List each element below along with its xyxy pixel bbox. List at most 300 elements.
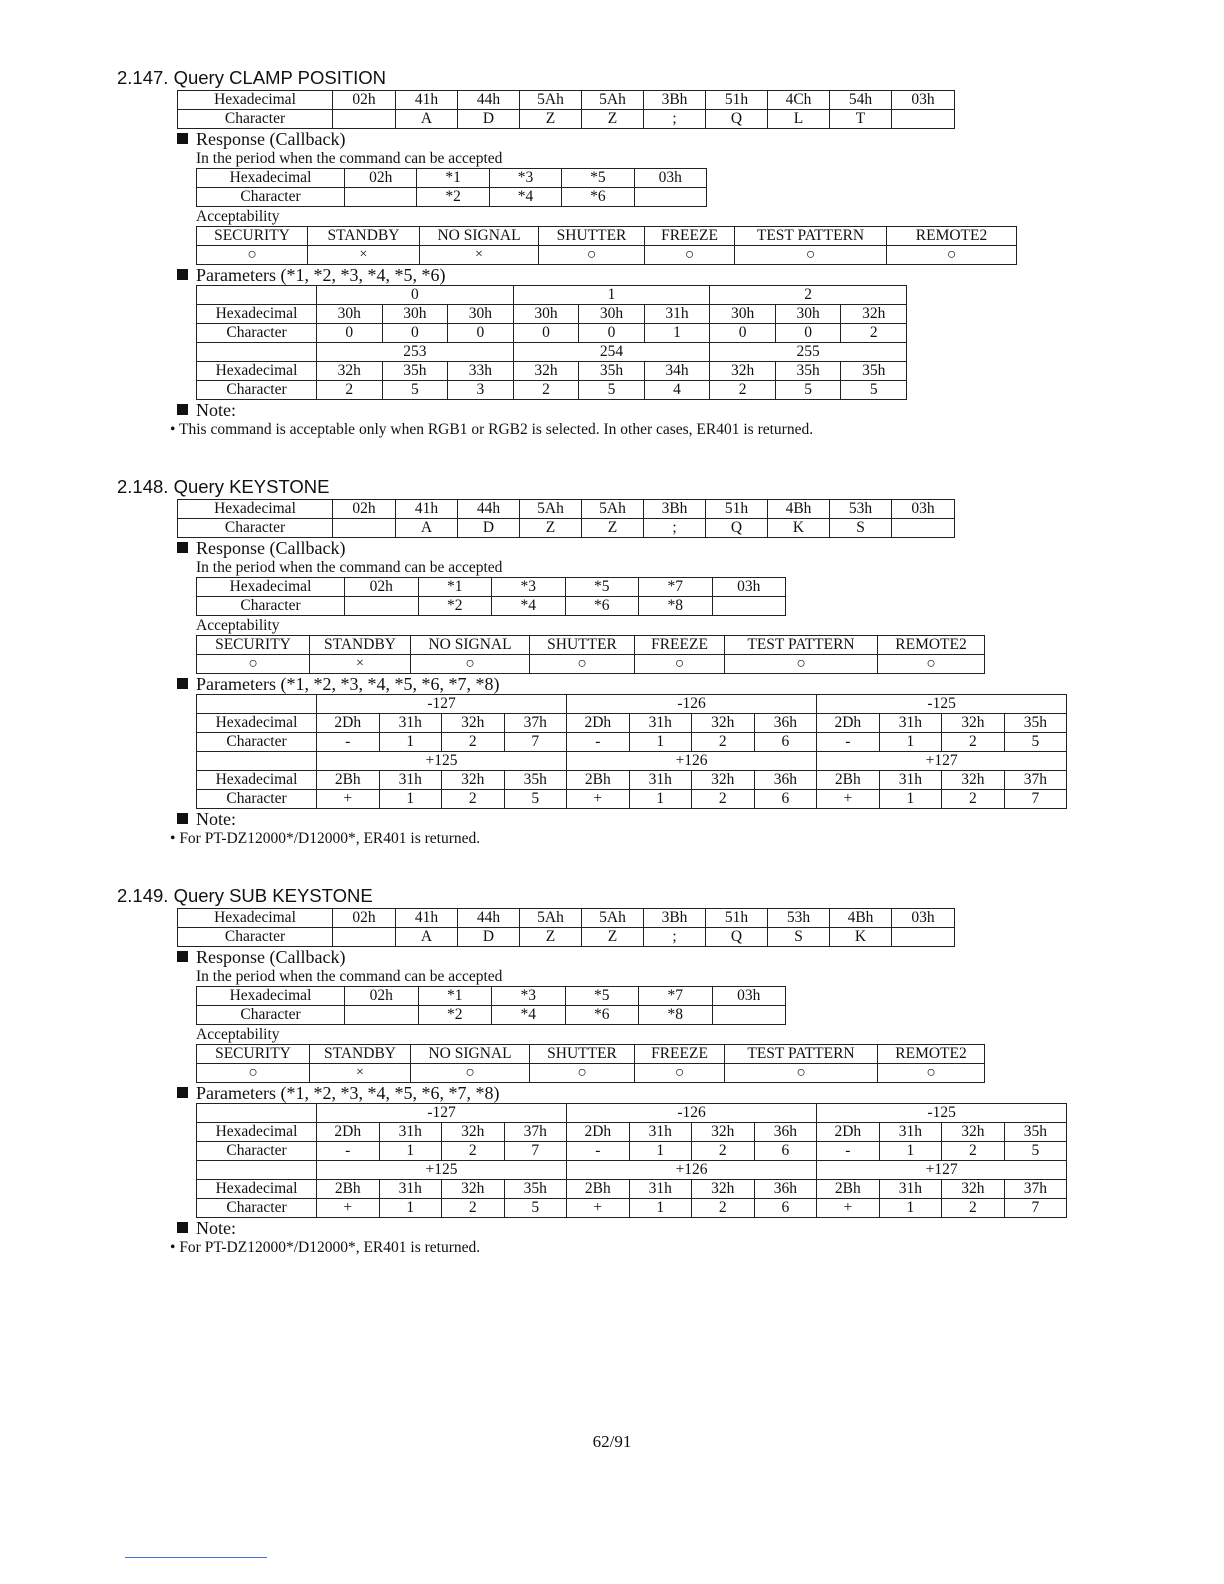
hex-cell: 03h (712, 578, 786, 597)
hex-cell: *1 (417, 169, 489, 188)
hex-cell: 32h (692, 714, 755, 733)
row-label: Character (178, 110, 333, 129)
hex-cell: 33h (448, 362, 514, 381)
hex-cell: 2Bh (817, 771, 880, 790)
hex-cell: 32h (442, 714, 505, 733)
command-section (117, 884, 1067, 1258)
hex-cell: 37h (1004, 1180, 1067, 1199)
char-cell: + (317, 1199, 380, 1218)
hex-cell: 2Bh (567, 771, 630, 790)
accepted-circle-icon: ○ (887, 246, 1017, 265)
bullet-square-icon (177, 813, 188, 824)
response-hex-row (197, 987, 786, 1006)
row-label: Character (178, 519, 333, 538)
row-label: Character (197, 188, 345, 207)
hex-cell: 30h (579, 305, 645, 324)
char-cell: Z (582, 928, 644, 947)
accepted-circle-icon: ○ (635, 655, 725, 674)
rejected-cross-icon: × (420, 246, 539, 265)
char-cell: 6 (754, 733, 817, 752)
hex-cell: 32h (442, 1123, 505, 1142)
parameters-heading (177, 265, 1017, 285)
parameter-value-label: 0 (317, 286, 514, 305)
parameter-value-label: +127 (817, 1161, 1067, 1180)
hex-cell: 51h (706, 500, 768, 519)
acceptability-table (196, 226, 1017, 265)
hex-cell: 3Bh (644, 91, 706, 110)
hex-cell: 44h (458, 909, 520, 928)
char-cell: + (317, 790, 380, 809)
char-cell: 1 (879, 1199, 942, 1218)
char-cell: A (396, 519, 458, 538)
section-title: 2.149. Query SUB KEYSTONE (117, 885, 373, 906)
char-cell: 1 (629, 1199, 692, 1218)
row-label: Character (178, 928, 333, 947)
char-cell: 2 (442, 790, 505, 809)
note-heading-text: Note: (196, 1218, 236, 1238)
response-hex-row (197, 169, 707, 188)
char-cell: 2 (442, 733, 505, 752)
note-heading (177, 1218, 1067, 1238)
char-cell: 2 (692, 733, 755, 752)
char-cell (333, 519, 396, 538)
hex-cell: 2Dh (317, 1123, 380, 1142)
hex-cell: 2Bh (817, 1180, 880, 1199)
rejected-cross-icon: × (310, 655, 411, 674)
char-cell: 1 (629, 733, 692, 752)
parameter-value-label: -125 (817, 695, 1067, 714)
parameter-value-label: -125 (817, 1104, 1067, 1123)
char-cell: 1 (379, 790, 442, 809)
char-cell (892, 519, 955, 538)
empty-cell (197, 1104, 317, 1123)
char-cell (333, 928, 396, 947)
acceptability-header: REMOTE2 (878, 636, 985, 655)
char-cell: ; (644, 519, 706, 538)
char-cell: 2 (942, 733, 1005, 752)
hex-cell: 35h (841, 362, 907, 381)
response-heading-text: Response (Callback) (196, 538, 346, 558)
acceptability-header: SECURITY (197, 1045, 310, 1064)
parameter-value-label-row (197, 752, 1067, 771)
char-cell: 2 (710, 381, 776, 400)
row-label: Hexadecimal (197, 1123, 317, 1142)
char-cell: 1 (379, 733, 442, 752)
note-text (170, 1238, 1067, 1258)
response-heading-text: Response (Callback) (196, 947, 346, 967)
hex-cell: 44h (458, 500, 520, 519)
parameter-value-label: 1 (513, 286, 710, 305)
acceptability-header: SHUTTER (530, 636, 635, 655)
char-cell: 2 (513, 381, 579, 400)
char-cell (892, 928, 955, 947)
hex-cell: 35h (1004, 1123, 1067, 1142)
char-cell: Q (706, 110, 768, 129)
bullet-dot-icon: • (170, 421, 180, 438)
hex-cell: 4Bh (830, 909, 892, 928)
char-cell: T (830, 110, 892, 129)
acceptability-header: NO SIGNAL (411, 636, 530, 655)
parameter-value-label-row (197, 286, 907, 305)
acceptability-table (196, 635, 985, 674)
acceptability-header: SECURITY (197, 636, 310, 655)
hex-cell: 32h (942, 1123, 1005, 1142)
hex-cell: 02h (345, 169, 417, 188)
hex-cell: 31h (379, 1123, 442, 1142)
hex-cell: 36h (754, 1180, 817, 1199)
acceptability-header-row (197, 1045, 985, 1064)
row-label: Hexadecimal (197, 362, 317, 381)
hex-cell: 53h (830, 500, 892, 519)
char-cell: 2 (841, 324, 907, 343)
accepted-circle-icon: ○ (197, 246, 308, 265)
note-text-content: This command is acceptable only when RGB1 or RGB2 is selected. In other cases, ER401 is returned. (179, 421, 814, 438)
acceptability-header-row (197, 227, 1017, 246)
row-label: Character (197, 1006, 345, 1025)
hex-cell: 5Ah (520, 500, 582, 519)
command-section (117, 475, 1067, 849)
hex-cell: 51h (706, 909, 768, 928)
char-cell: D (458, 519, 520, 538)
acceptability-header: TEST PATTERN (735, 227, 887, 246)
accepted-circle-icon: ○ (725, 655, 878, 674)
parameter-char-row (197, 1142, 1067, 1161)
char-cell: - (817, 1142, 880, 1161)
parameter-value-label: +125 (317, 752, 567, 771)
parameter-value-label: 255 (710, 343, 907, 362)
bullet-dot-icon: • (170, 830, 180, 847)
char-cell: - (567, 1142, 630, 1161)
char-cell (634, 188, 706, 207)
char-cell: Z (582, 110, 644, 129)
hex-cell: 30h (382, 305, 448, 324)
row-label: Hexadecimal (197, 771, 317, 790)
response-table (196, 168, 707, 207)
parameter-hex-row (197, 771, 1067, 790)
hex-cell: 2Bh (567, 1180, 630, 1199)
acceptability-header: REMOTE2 (878, 1045, 985, 1064)
row-label: Hexadecimal (197, 578, 345, 597)
char-cell: 2 (692, 790, 755, 809)
parameters-heading (177, 674, 1067, 694)
command-char-row (178, 519, 955, 538)
char-cell: 6 (754, 1142, 817, 1161)
hex-cell: 31h (629, 1180, 692, 1199)
char-cell (345, 188, 417, 207)
hex-cell: 5Ah (582, 909, 644, 928)
char-cell: 3 (448, 381, 514, 400)
acceptability-header-row (197, 636, 985, 655)
char-cell: S (830, 519, 892, 538)
char-cell: *2 (418, 1006, 492, 1025)
hex-cell: *1 (418, 987, 492, 1006)
char-cell: 0 (513, 324, 579, 343)
hex-cell: 41h (396, 500, 458, 519)
char-cell: S (768, 928, 830, 947)
char-cell: *4 (492, 1006, 566, 1025)
row-label: Hexadecimal (178, 909, 333, 928)
accepted-circle-icon: ○ (197, 655, 310, 674)
parameter-value-label: +126 (567, 752, 817, 771)
char-cell: 0 (579, 324, 645, 343)
char-cell: ; (644, 110, 706, 129)
acceptability-header: TEST PATTERN (725, 1045, 878, 1064)
char-cell (712, 1006, 786, 1025)
hex-cell: 32h (442, 1180, 505, 1199)
command-table (177, 499, 955, 538)
acceptability-label: Acceptability (196, 1026, 280, 1043)
hex-cell: 03h (892, 91, 955, 110)
char-cell: 0 (317, 324, 383, 343)
hex-cell: 31h (629, 1123, 692, 1142)
parameters-heading-text: Parameters (*1, *2, *3, *4, *5, *6, *7, *8) (196, 674, 500, 694)
char-cell: 1 (629, 790, 692, 809)
rejected-cross-icon: × (310, 1064, 411, 1083)
char-cell: + (817, 790, 880, 809)
command-char-row (178, 928, 955, 947)
hex-cell: 31h (879, 1180, 942, 1199)
char-cell: - (817, 733, 880, 752)
hex-cell: 32h (710, 362, 776, 381)
response-heading (177, 129, 1017, 149)
hex-cell: 35h (579, 362, 645, 381)
accepted-circle-icon: ○ (878, 1064, 985, 1083)
char-cell: 2 (692, 1142, 755, 1161)
parameter-hex-row (197, 1180, 1067, 1199)
hex-cell: 36h (754, 714, 817, 733)
char-cell: 7 (504, 733, 567, 752)
empty-cell (197, 1161, 317, 1180)
note-heading-text: Note: (196, 400, 236, 420)
command-hex-row (178, 909, 955, 928)
parameters-table (196, 285, 907, 400)
rejected-cross-icon: × (308, 246, 420, 265)
hex-cell: 31h (879, 771, 942, 790)
period-text: In the period when the command can be accepted (196, 150, 503, 167)
empty-cell (197, 286, 317, 305)
footer-rule (125, 1557, 267, 1558)
parameters-table (196, 1103, 1067, 1218)
hex-cell: *3 (492, 987, 566, 1006)
hex-cell: 2Bh (317, 771, 380, 790)
response-table (196, 986, 786, 1025)
hex-cell: 3Bh (644, 500, 706, 519)
acceptability-header: FREEZE (645, 227, 735, 246)
hex-cell: 35h (382, 362, 448, 381)
char-cell (712, 597, 786, 616)
char-cell: *6 (562, 188, 634, 207)
row-label: Hexadecimal (178, 91, 333, 110)
hex-cell: 31h (644, 305, 710, 324)
char-cell: Z (520, 928, 582, 947)
hex-cell: 5Ah (520, 91, 582, 110)
row-label: Character (197, 1142, 317, 1161)
parameter-value-label: 2 (710, 286, 907, 305)
hex-cell: 30h (710, 305, 776, 324)
char-cell: 0 (775, 324, 841, 343)
bullet-square-icon (177, 404, 188, 415)
char-cell: 6 (754, 790, 817, 809)
char-cell: 2 (317, 381, 383, 400)
char-cell: 7 (1004, 790, 1067, 809)
char-cell: 7 (1004, 1199, 1067, 1218)
hex-cell: *3 (492, 578, 566, 597)
hex-cell: 5Ah (582, 500, 644, 519)
hex-cell: *1 (418, 578, 492, 597)
parameters-heading-text: Parameters (*1, *2, *3, *4, *5, *6, *7, *8) (196, 1083, 500, 1103)
parameter-value-label: +126 (567, 1161, 817, 1180)
char-cell: 1 (379, 1199, 442, 1218)
parameter-char-row (197, 1199, 1067, 1218)
hex-cell: 32h (692, 1123, 755, 1142)
hex-cell: 03h (892, 909, 955, 928)
char-cell: 0 (382, 324, 448, 343)
hex-cell: *5 (565, 987, 639, 1006)
hex-cell: 30h (513, 305, 579, 324)
hex-cell: 31h (379, 771, 442, 790)
char-cell: A (396, 928, 458, 947)
hex-cell: 2Dh (317, 714, 380, 733)
acceptability-value-row (197, 655, 985, 674)
row-label: Character (197, 381, 317, 400)
note-heading (177, 809, 1067, 829)
response-char-row (197, 1006, 786, 1025)
hex-cell: 2Dh (817, 714, 880, 733)
char-cell: 2 (942, 1142, 1005, 1161)
row-label: Hexadecimal (178, 500, 333, 519)
hex-cell: *5 (562, 169, 634, 188)
parameter-value-label: +127 (817, 752, 1067, 771)
char-cell (333, 110, 396, 129)
char-cell: K (830, 928, 892, 947)
hex-cell: 2Bh (317, 1180, 380, 1199)
row-label: Hexadecimal (197, 714, 317, 733)
hex-cell: 02h (333, 909, 396, 928)
hex-cell: *7 (639, 987, 713, 1006)
char-cell: *8 (639, 1006, 713, 1025)
parameters-table (196, 694, 1067, 809)
char-cell: 2 (442, 1199, 505, 1218)
hex-cell: 34h (644, 362, 710, 381)
hex-cell: 4Ch (768, 91, 830, 110)
hex-cell: 32h (942, 1180, 1005, 1199)
char-cell: + (567, 790, 630, 809)
char-cell: 5 (841, 381, 907, 400)
parameter-hex-row (197, 714, 1067, 733)
hex-cell: 54h (830, 91, 892, 110)
acceptability-value-row (197, 1064, 985, 1083)
parameter-value-label: -127 (317, 695, 567, 714)
acceptability-header: SHUTTER (530, 1045, 635, 1064)
row-label: Hexadecimal (197, 987, 345, 1006)
hex-cell: 02h (333, 500, 396, 519)
hex-cell: *3 (489, 169, 561, 188)
acceptability-header: NO SIGNAL (420, 227, 539, 246)
parameter-hex-row (197, 305, 907, 324)
bullet-dot-icon: • (170, 1239, 180, 1256)
bullet-square-icon (177, 951, 188, 962)
response-hex-row (197, 578, 786, 597)
hex-cell: 2Dh (817, 1123, 880, 1142)
hex-cell: 32h (942, 714, 1005, 733)
accepted-circle-icon: ○ (878, 655, 985, 674)
hex-cell: 31h (879, 1123, 942, 1142)
acceptability-label: Acceptability (196, 617, 280, 634)
response-char-row (197, 597, 786, 616)
hex-cell: 31h (629, 771, 692, 790)
hex-cell: 35h (775, 362, 841, 381)
char-cell (345, 1006, 419, 1025)
char-cell: Z (582, 519, 644, 538)
char-cell: A (396, 110, 458, 129)
char-cell: *2 (418, 597, 492, 616)
acceptability-label: Acceptability (196, 208, 280, 225)
hex-cell: 31h (379, 1180, 442, 1199)
hex-cell: 36h (754, 1123, 817, 1142)
parameter-hex-row (197, 362, 907, 381)
command-table (177, 90, 955, 129)
section-title: 2.147. Query CLAMP POSITION (117, 67, 387, 88)
acceptability-header: SHUTTER (539, 227, 645, 246)
char-cell: *2 (417, 188, 489, 207)
row-label: Character (197, 597, 345, 616)
note-text (170, 420, 1017, 440)
parameter-value-label: -126 (567, 695, 817, 714)
hex-cell: 32h (442, 771, 505, 790)
hex-cell: 37h (1004, 771, 1067, 790)
bullet-square-icon (177, 133, 188, 144)
char-cell: 5 (382, 381, 448, 400)
empty-cell (197, 343, 317, 362)
hex-cell: 5Ah (582, 91, 644, 110)
char-cell (892, 110, 955, 129)
empty-cell (197, 752, 317, 771)
char-cell: Q (706, 928, 768, 947)
hex-cell: 03h (634, 169, 706, 188)
hex-cell: 35h (1004, 714, 1067, 733)
response-heading-text: Response (Callback) (196, 129, 346, 149)
page-number: 62/91 (592, 1432, 632, 1451)
hex-cell: 51h (706, 91, 768, 110)
hex-cell: 31h (379, 714, 442, 733)
accepted-circle-icon: ○ (539, 246, 645, 265)
char-cell: 1 (379, 1142, 442, 1161)
acceptability-header: FREEZE (635, 1045, 725, 1064)
period-text: In the period when the command can be accepted (196, 968, 503, 985)
parameter-char-row (197, 324, 907, 343)
hex-cell: 32h (317, 362, 383, 381)
parameter-value-label: -126 (567, 1104, 817, 1123)
char-cell: - (317, 733, 380, 752)
char-cell: 0 (710, 324, 776, 343)
parameter-value-label-row (197, 343, 907, 362)
hex-cell: 35h (504, 771, 567, 790)
response-char-row (197, 188, 707, 207)
parameters-heading (177, 1083, 1067, 1103)
hex-cell: 44h (458, 91, 520, 110)
hex-cell: 31h (629, 714, 692, 733)
char-cell: 1 (629, 1142, 692, 1161)
hex-cell: 02h (345, 578, 419, 597)
hex-cell: 37h (504, 714, 567, 733)
char-cell: 5 (504, 1199, 567, 1218)
char-cell: 7 (504, 1142, 567, 1161)
parameter-value-label: -127 (317, 1104, 567, 1123)
note-heading-text: Note: (196, 809, 236, 829)
parameter-char-row (197, 381, 907, 400)
accepted-circle-icon: ○ (530, 1064, 635, 1083)
bullet-square-icon (177, 1087, 188, 1098)
